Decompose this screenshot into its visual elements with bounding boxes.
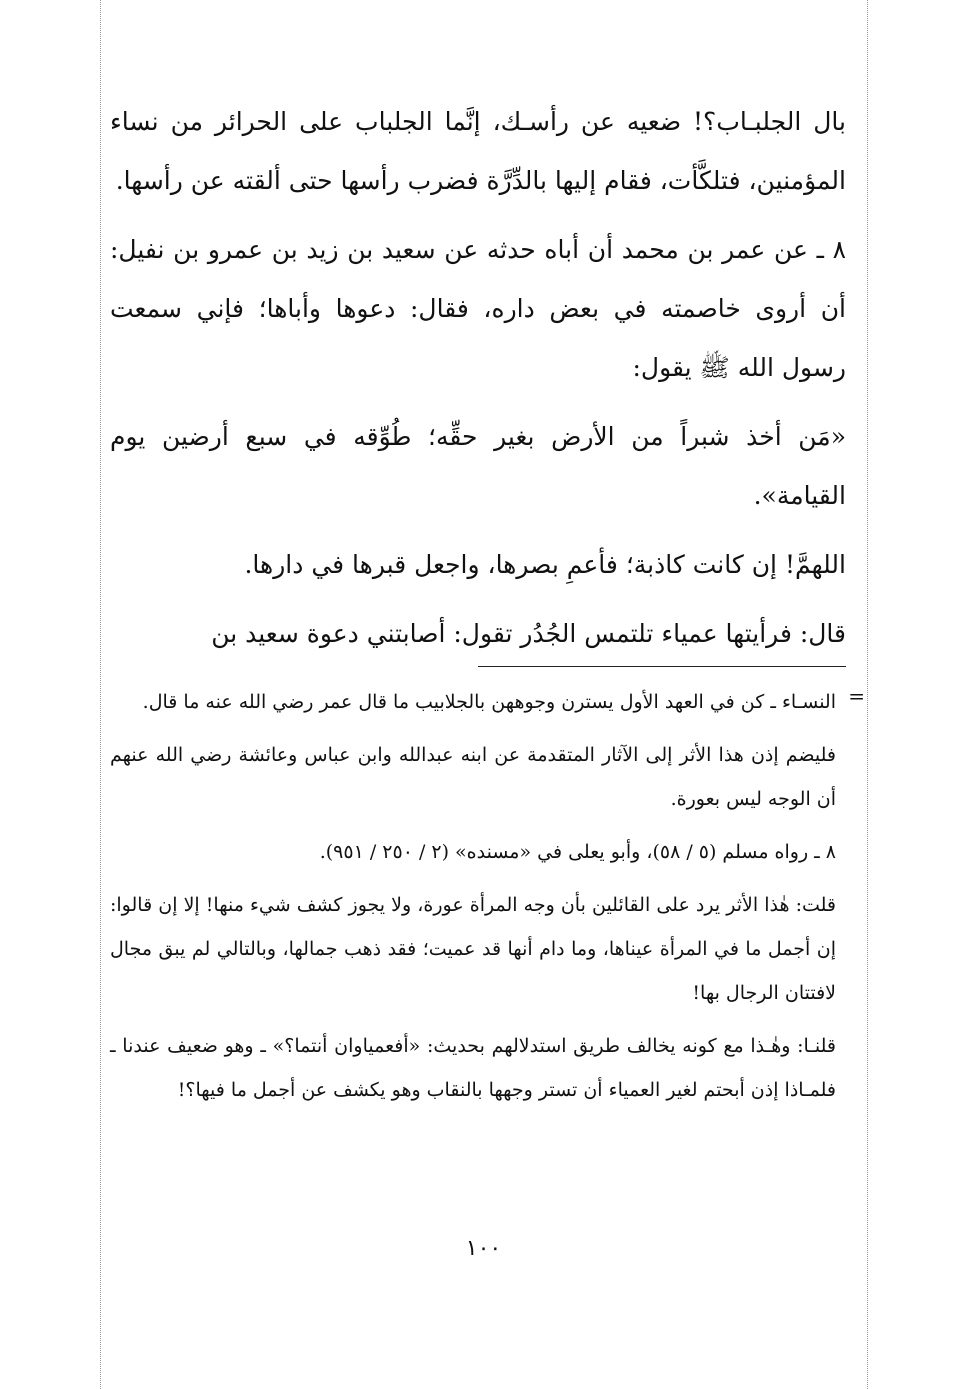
main-paragraph-1: بال الجلبـاب؟! ضعيه عن رأسـك، إنَّما الجلباب على الحرائر من نساء المؤمنين، فتلكَّأت، فقام إليها بالدِّرَّة فضرب رأسها حتى ألقته عن رأسها. xyxy=(110,107,846,195)
main-text xyxy=(110,92,846,663)
footnote-separator xyxy=(478,666,846,667)
scan-guide-line-left xyxy=(100,0,101,1389)
main-paragraph-5: قال: فرأيتها عمياء تلتمس الجُدُر تقول: أصابتني دعوة سعيد بن xyxy=(211,619,846,648)
main-paragraph-3: «مَن أخذ شبراً من الأرض بغير حقِّه؛ طُوِّقه في سبع أرضين يوم القيامة». xyxy=(110,422,846,510)
main-paragraph-2: ٨ ـ عن عمر بن محمد أن أباه حدثه عن سعيد بن زيد بن عمرو بن نفيل: أن أروى خاصمته في بعض داره، فقال: دعوها وأباها؛ فإني سمعت رسول الله ﷺ يقول: xyxy=(110,235,846,382)
footnote-paragraph-4: قلت: هٰذا الأثر يرد على القائلين بأن وجه المرأة عورة، ولا يجوز كشف شيء منها! إلا إن قالوا: إن أجمل ما في المرأة عيناها، وما دام أنها قد عميت؛ فقد ذهب جمالها، وبالتالي لم يبق مجال لافتتان الرجال بها! xyxy=(110,894,836,1004)
page-number: ١٠٠ xyxy=(465,1236,502,1261)
scan-guide-line-right xyxy=(867,0,868,1389)
footnotes xyxy=(110,680,836,1112)
footnote-paragraph-1: النسـاء ـ كن في العهد الأول يسترن وجوههن بالجلابيب ما قال عمر رضي الله عنه ما قال. xyxy=(142,691,836,713)
footnote-continuation-mark: = xyxy=(848,684,865,708)
footnote-paragraph-2: فليضم إذن هذا الأثر إلى الآثار المتقدمة عن ابنه عبدالله وابن عباس وعائشة رضي الله عنهم أن الوجه ليس بعورة. xyxy=(110,744,836,810)
main-paragraph-4: اللهمَّ! إن كانت كاذبة؛ فأعمِ بصرها، واجعل قبرها في دارها. xyxy=(244,550,846,579)
footnote-paragraph-5: قلنـا: وهٰـذا مع كونه يخالف طريق استدلالهم بحديث: «أفعمياوان أنتما؟» ـ وهو ضعيف عندنا ـ فلمـاذا إذن أبحتم لغير العمياء أن تستر وجهها بالنقاب وهو يكشف عن أجمل ما فيها؟! xyxy=(110,1035,836,1101)
footnote-paragraph-3: ٨ ـ رواه مسلم (٥ / ٥٨)، وأبو يعلى في «مسنده» (٢ / ٢٥٠ / ٩٥١). xyxy=(319,841,836,863)
